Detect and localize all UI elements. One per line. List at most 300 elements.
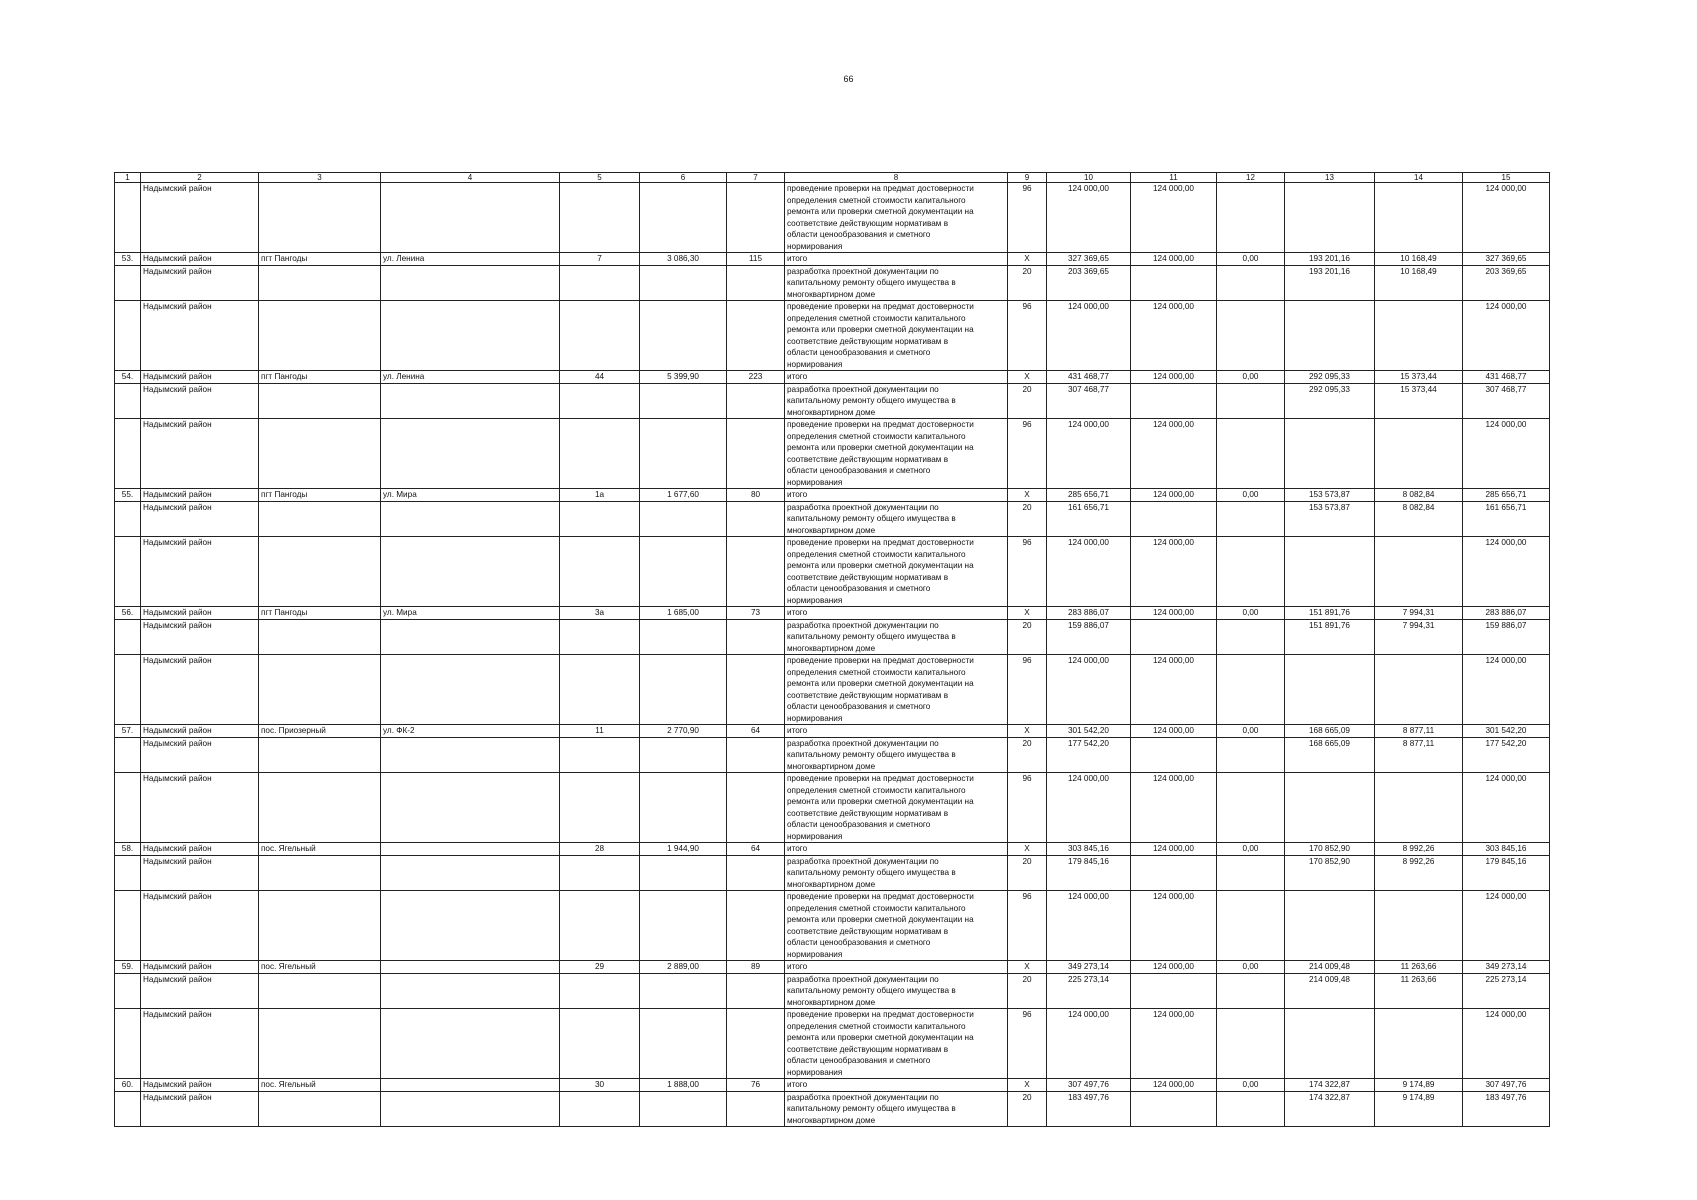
work-description-line: разработка проектной документации по	[787, 974, 939, 984]
residents-cell	[727, 301, 785, 371]
column-header-2: 2	[141, 173, 259, 183]
work-description-line: капитальному ремонту общего имущества в	[787, 750, 956, 759]
total-cost-cell: 124 000,00	[1047, 1009, 1131, 1079]
residents-cell	[727, 537, 785, 607]
district-cell: Надымский район	[141, 655, 259, 725]
area-cell	[640, 737, 727, 773]
column-15-cell: 124 000,00	[1463, 301, 1550, 371]
work-description-line: капитальному ремонту общего имущества в	[787, 632, 956, 641]
column-11-cell: 124 000,00	[1131, 489, 1217, 502]
column-12-cell: 0,00	[1217, 489, 1285, 502]
work-code-cell: X	[1008, 489, 1047, 502]
column-14-cell: 15 373,44	[1375, 371, 1463, 384]
work-description-line: проведение проверки на предмат достоверности	[787, 656, 974, 665]
table-row	[115, 265, 1550, 301]
column-14-cell	[1375, 891, 1463, 961]
column-11-cell	[1131, 855, 1217, 891]
district-cell: Надымский район	[141, 973, 259, 1009]
work-description-line: определения сметной стоимости капитального	[787, 667, 966, 677]
column-header-3: 3	[259, 173, 381, 183]
row-number: 54.	[115, 371, 141, 384]
column-13-cell: 214 009,48	[1285, 961, 1375, 974]
area-cell	[640, 383, 727, 419]
work-description-line: области ценообразования и сметного	[787, 1056, 931, 1065]
column-11-cell: 124 000,00	[1131, 773, 1217, 843]
work-description-line: определения сметной стоимости капитального	[787, 313, 966, 323]
work-description-line: многоквартирном доме	[787, 289, 876, 299]
column-11-cell: 124 000,00	[1131, 961, 1217, 974]
total-cost-cell: 225 273,14	[1047, 973, 1131, 1009]
column-13-cell: 292 095,33	[1285, 371, 1375, 384]
row-number	[115, 501, 141, 537]
column-12-cell	[1217, 655, 1285, 725]
residents-cell: 80	[727, 489, 785, 502]
settlement-cell	[259, 183, 381, 253]
work-code-cell: 96	[1008, 773, 1047, 843]
table-row	[115, 371, 1550, 384]
column-13-cell: 193 201,16	[1285, 265, 1375, 301]
house-number-cell: 28	[560, 843, 640, 856]
column-12-cell: 0,00	[1217, 607, 1285, 620]
page-number: 66	[843, 74, 854, 84]
column-header-1: 1	[115, 173, 141, 183]
residents-cell: 223	[727, 371, 785, 384]
work-code-cell: 96	[1008, 891, 1047, 961]
total-cost-cell: 177 542,20	[1047, 737, 1131, 773]
table-row	[115, 501, 1550, 537]
column-header-6: 6	[640, 173, 727, 183]
column-11-cell	[1131, 973, 1217, 1009]
work-description-line: разработка проектной документации по	[787, 1092, 939, 1102]
work-code-cell: 20	[1008, 265, 1047, 301]
district-cell: Надымский район	[141, 773, 259, 843]
work-description-line: определения сметной стоимости капитального	[787, 785, 966, 795]
column-12-cell	[1217, 891, 1285, 961]
table-row	[115, 383, 1550, 419]
area-cell	[640, 891, 727, 961]
work-description-line: разработка проектной документации по	[787, 620, 939, 630]
column-header-12: 12	[1217, 173, 1285, 183]
column-14-cell: 8 877,11	[1375, 737, 1463, 773]
area-cell: 2 889,00	[640, 961, 727, 974]
work-description-line: нормирования	[787, 359, 843, 369]
work-description-line: соответствие действующим нормативам в	[787, 454, 949, 464]
street-cell: ул. Ленина	[381, 371, 560, 384]
column-15-cell: 307 497,76	[1463, 1079, 1550, 1092]
work-code-cell: 20	[1008, 855, 1047, 891]
total-cost-cell: 124 000,00	[1047, 655, 1131, 725]
column-15-cell: 161 656,71	[1463, 501, 1550, 537]
work-code-cell: X	[1008, 1079, 1047, 1092]
column-header-15: 15	[1463, 173, 1550, 183]
work-description-line: соответствие действующим нормативам в	[787, 572, 949, 582]
column-15-cell: 124 000,00	[1463, 419, 1550, 489]
column-15-cell: 183 497,76	[1463, 1091, 1550, 1127]
work-code-cell: X	[1008, 253, 1047, 266]
row-number	[115, 891, 141, 961]
column-15-cell: 124 000,00	[1463, 655, 1550, 725]
column-header-7: 7	[727, 173, 785, 183]
column-15-cell: 349 273,14	[1463, 961, 1550, 974]
house-number-cell	[560, 537, 640, 607]
street-cell	[381, 891, 560, 961]
work-description-line: ремонта или проверки сметной документации на	[787, 325, 974, 334]
settlement-cell: пгт Пангоды	[259, 253, 381, 266]
column-12-cell	[1217, 265, 1285, 301]
area-cell: 1 685,00	[640, 607, 727, 620]
street-cell	[381, 1091, 560, 1127]
work-description-line: ремонта или проверки сметной документации на	[787, 207, 974, 216]
column-12-cell	[1217, 537, 1285, 607]
table-row	[115, 961, 1550, 974]
column-header-11: 11	[1131, 173, 1217, 183]
house-number-cell: 44	[560, 371, 640, 384]
work-description-cell	[785, 737, 1008, 773]
work-description-line: определения сметной стоимости капитального	[787, 1021, 966, 1031]
settlement-cell	[259, 1009, 381, 1079]
work-description-line: нормирования	[787, 713, 843, 723]
work-code-cell: X	[1008, 371, 1047, 384]
column-12-cell	[1217, 183, 1285, 253]
column-14-cell	[1375, 419, 1463, 489]
total-cost-cell: 183 497,76	[1047, 1091, 1131, 1127]
work-description-line: определения сметной стоимости капитального	[787, 549, 966, 559]
total-cost-cell: 179 845,16	[1047, 855, 1131, 891]
row-number: 57.	[115, 725, 141, 738]
row-number: 56.	[115, 607, 141, 620]
work-description-line: определения сметной стоимости капитального	[787, 195, 966, 205]
street-cell	[381, 301, 560, 371]
work-code-cell: 20	[1008, 1091, 1047, 1127]
settlement-cell	[259, 1091, 381, 1127]
street-cell	[381, 855, 560, 891]
work-description-cell	[785, 843, 1008, 856]
row-number	[115, 655, 141, 725]
total-cost-cell: 307 497,76	[1047, 1079, 1131, 1092]
column-12-cell	[1217, 619, 1285, 655]
settlement-cell	[259, 737, 381, 773]
column-14-cell	[1375, 1009, 1463, 1079]
column-13-cell: 193 201,16	[1285, 253, 1375, 266]
total-cost-cell: 124 000,00	[1047, 773, 1131, 843]
column-15-cell: 124 000,00	[1463, 183, 1550, 253]
residents-cell	[727, 183, 785, 253]
area-cell	[640, 619, 727, 655]
column-12-cell	[1217, 1009, 1285, 1079]
table-row	[115, 725, 1550, 738]
work-description-line: соответствие действующим нормативам в	[787, 926, 949, 936]
area-cell	[640, 855, 727, 891]
column-12-cell: 0,00	[1217, 253, 1285, 266]
area-cell	[640, 1091, 727, 1127]
work-description-line: области ценообразования и сметного	[787, 230, 931, 239]
residents-cell: 115	[727, 253, 785, 266]
column-header-4: 4	[381, 173, 560, 183]
row-number: 53.	[115, 253, 141, 266]
work-description-line: проведение проверки на предмат достоверности	[787, 892, 974, 901]
row-number	[115, 737, 141, 773]
street-cell	[381, 655, 560, 725]
house-number-cell	[560, 773, 640, 843]
table-row	[115, 489, 1550, 502]
column-header-10: 10	[1047, 173, 1131, 183]
work-description-cell	[785, 383, 1008, 419]
total-cost-cell: 124 000,00	[1047, 537, 1131, 607]
table-row	[115, 891, 1550, 961]
settlement-cell	[259, 419, 381, 489]
settlement-cell: пос. Ягельный	[259, 843, 381, 856]
residents-cell	[727, 1009, 785, 1079]
total-cost-cell: 283 886,07	[1047, 607, 1131, 620]
area-cell	[640, 265, 727, 301]
work-description-line: ремонта или проверки сметной документации на	[787, 561, 974, 570]
settlement-cell	[259, 973, 381, 1009]
work-description-line: соответствие действующим нормативам в	[787, 808, 949, 818]
residents-cell	[727, 419, 785, 489]
column-15-cell: 327 369,65	[1463, 253, 1550, 266]
work-description-cell	[785, 253, 1008, 266]
total-cost-cell: 159 886,07	[1047, 619, 1131, 655]
street-cell: ул. ФК-2	[381, 725, 560, 738]
column-13-cell: 170 852,90	[1285, 855, 1375, 891]
work-description-line: проведение проверки на предмат достоверности	[787, 420, 974, 429]
district-cell: Надымский район	[141, 301, 259, 371]
total-cost-cell: 301 542,20	[1047, 725, 1131, 738]
area-cell	[640, 501, 727, 537]
total-cost-cell: 161 656,71	[1047, 501, 1131, 537]
table-row	[115, 1091, 1550, 1127]
residents-cell: 76	[727, 1079, 785, 1092]
work-description-line: итого	[787, 844, 808, 853]
column-13-cell	[1285, 419, 1375, 489]
settlement-cell	[259, 501, 381, 537]
house-number-cell	[560, 973, 640, 1009]
area-cell: 1 677,60	[640, 489, 727, 502]
column-15-cell: 431 468,77	[1463, 371, 1550, 384]
work-description-cell	[785, 891, 1008, 961]
area-cell	[640, 973, 727, 1009]
column-11-cell: 124 000,00	[1131, 1079, 1217, 1092]
area-cell	[640, 655, 727, 725]
settlement-cell	[259, 655, 381, 725]
total-cost-cell: 124 000,00	[1047, 891, 1131, 961]
settlement-cell	[259, 891, 381, 961]
work-description-line: области ценообразования и сметного	[787, 938, 931, 947]
work-description-cell	[785, 265, 1008, 301]
area-cell	[640, 1009, 727, 1079]
column-12-cell	[1217, 1091, 1285, 1127]
work-description-line: многоквартирном доме	[787, 643, 876, 653]
column-15-cell: 124 000,00	[1463, 537, 1550, 607]
column-15-cell: 179 845,16	[1463, 855, 1550, 891]
settlement-cell	[259, 265, 381, 301]
work-description-cell	[785, 607, 1008, 620]
column-13-cell: 170 852,90	[1285, 843, 1375, 856]
column-15-cell: 124 000,00	[1463, 891, 1550, 961]
column-11-cell: 124 000,00	[1131, 183, 1217, 253]
work-description-line: капитальному ремонту общего имущества в	[787, 986, 956, 995]
total-cost-cell: 203 369,65	[1047, 265, 1131, 301]
column-header-14: 14	[1375, 173, 1463, 183]
work-description-line: проведение проверки на предмат достоверности	[787, 774, 974, 783]
residents-cell	[727, 855, 785, 891]
work-description-line: нормирования	[787, 949, 843, 959]
column-header-9: 9	[1008, 173, 1047, 183]
residents-cell: 89	[727, 961, 785, 974]
total-cost-cell: 307 468,77	[1047, 383, 1131, 419]
house-number-cell	[560, 619, 640, 655]
house-number-cell: 29	[560, 961, 640, 974]
column-12-cell	[1217, 773, 1285, 843]
column-11-cell: 124 000,00	[1131, 891, 1217, 961]
street-cell	[381, 1009, 560, 1079]
table-row	[115, 1079, 1550, 1092]
row-number	[115, 419, 141, 489]
district-cell: Надымский район	[141, 1009, 259, 1079]
district-cell: Надымский район	[141, 371, 259, 384]
column-11-cell: 124 000,00	[1131, 1009, 1217, 1079]
column-14-cell: 8 082,84	[1375, 501, 1463, 537]
work-description-cell	[785, 619, 1008, 655]
district-cell: Надымский район	[141, 1079, 259, 1092]
work-description-line: нормирования	[787, 477, 843, 487]
column-13-cell	[1285, 1009, 1375, 1079]
column-14-cell	[1375, 537, 1463, 607]
work-description-cell	[785, 371, 1008, 384]
work-description-line: ремонта или проверки сметной документации на	[787, 797, 974, 806]
column-15-cell: 307 468,77	[1463, 383, 1550, 419]
house-number-cell	[560, 655, 640, 725]
row-number	[115, 855, 141, 891]
total-cost-cell: 303 845,16	[1047, 843, 1131, 856]
table-row	[115, 183, 1550, 253]
column-15-cell: 159 886,07	[1463, 619, 1550, 655]
work-code-cell: X	[1008, 607, 1047, 620]
column-14-cell: 8 082,84	[1375, 489, 1463, 502]
house-number-cell	[560, 737, 640, 773]
area-cell	[640, 183, 727, 253]
row-number	[115, 619, 141, 655]
work-description-line: соответствие действующим нормативам в	[787, 690, 949, 700]
table-row	[115, 301, 1550, 371]
district-cell: Надымский район	[141, 855, 259, 891]
column-11-cell	[1131, 619, 1217, 655]
district-cell: Надымский район	[141, 607, 259, 620]
house-number-cell	[560, 265, 640, 301]
column-header-5: 5	[560, 173, 640, 183]
residents-cell	[727, 773, 785, 843]
column-13-cell: 151 891,76	[1285, 607, 1375, 620]
work-description-line: проведение проверки на предмат достоверности	[787, 184, 974, 193]
work-description-cell	[785, 419, 1008, 489]
total-cost-cell: 431 468,77	[1047, 371, 1131, 384]
column-13-cell: 292 095,33	[1285, 383, 1375, 419]
work-description-line: многоквартирном доме	[787, 879, 876, 889]
street-cell	[381, 843, 560, 856]
district-cell: Надымский район	[141, 383, 259, 419]
settlement-cell	[259, 301, 381, 371]
column-13-cell: 168 665,09	[1285, 737, 1375, 773]
table-row	[115, 773, 1550, 843]
work-description-line: соответствие действующим нормативам в	[787, 336, 949, 346]
street-cell: ул. Мира	[381, 489, 560, 502]
work-code-cell: 96	[1008, 419, 1047, 489]
column-11-cell: 124 000,00	[1131, 655, 1217, 725]
work-description-line: многоквартирном доме	[787, 1115, 876, 1125]
table-row	[115, 537, 1550, 607]
column-13-cell	[1285, 183, 1375, 253]
residents-cell	[727, 619, 785, 655]
column-14-cell: 10 168,49	[1375, 253, 1463, 266]
district-cell: Надымский район	[141, 737, 259, 773]
area-cell	[640, 773, 727, 843]
residents-cell: 64	[727, 725, 785, 738]
total-cost-cell: 285 656,71	[1047, 489, 1131, 502]
residents-cell	[727, 1091, 785, 1127]
column-14-cell: 8 877,11	[1375, 725, 1463, 738]
table-row	[115, 607, 1550, 620]
work-description-line: разработка проектной документации по	[787, 738, 939, 748]
district-cell: Надымский район	[141, 265, 259, 301]
work-description-cell	[785, 973, 1008, 1009]
column-15-cell: 303 845,16	[1463, 843, 1550, 856]
work-description-line: определения сметной стоимости капитального	[787, 903, 966, 913]
house-number-cell	[560, 1091, 640, 1127]
street-cell	[381, 737, 560, 773]
column-12-cell	[1217, 501, 1285, 537]
district-cell: Надымский район	[141, 619, 259, 655]
column-15-cell: 124 000,00	[1463, 1009, 1550, 1079]
table-row	[115, 419, 1550, 489]
settlement-cell	[259, 619, 381, 655]
row-number	[115, 973, 141, 1009]
area-cell: 5 399,90	[640, 371, 727, 384]
settlement-cell: пгт Пангоды	[259, 371, 381, 384]
column-15-cell: 285 656,71	[1463, 489, 1550, 502]
column-13-cell: 153 573,87	[1285, 501, 1375, 537]
work-description-line: итого	[787, 1080, 808, 1089]
settlement-cell: пос. Приозерный	[259, 725, 381, 738]
district-cell: Надымский район	[141, 183, 259, 253]
district-cell: Надымский район	[141, 725, 259, 738]
work-description-cell	[785, 725, 1008, 738]
column-13-cell: 214 009,48	[1285, 973, 1375, 1009]
settlement-cell: пгт Пангоды	[259, 489, 381, 502]
street-cell	[381, 973, 560, 1009]
work-code-cell: 96	[1008, 183, 1047, 253]
table-row	[115, 843, 1550, 856]
work-description-line: ремонта или проверки сметной документации на	[787, 443, 974, 452]
column-11-cell: 124 000,00	[1131, 725, 1217, 738]
residents-cell	[727, 383, 785, 419]
row-number: 55.	[115, 489, 141, 502]
column-14-cell: 11 263,66	[1375, 973, 1463, 1009]
house-number-cell	[560, 183, 640, 253]
column-11-cell: 124 000,00	[1131, 607, 1217, 620]
district-cell: Надымский район	[141, 843, 259, 856]
column-13-cell	[1285, 301, 1375, 371]
street-cell	[381, 1079, 560, 1092]
column-14-cell	[1375, 773, 1463, 843]
work-description-line: разработка проектной документации по	[787, 266, 939, 276]
district-cell: Надымский район	[141, 961, 259, 974]
work-description-line: области ценообразования и сметного	[787, 348, 931, 357]
column-15-cell: 203 369,65	[1463, 265, 1550, 301]
work-description-line: капитальному ремонту общего имущества в	[787, 396, 956, 405]
street-cell	[381, 419, 560, 489]
column-12-cell	[1217, 973, 1285, 1009]
column-13-cell	[1285, 537, 1375, 607]
